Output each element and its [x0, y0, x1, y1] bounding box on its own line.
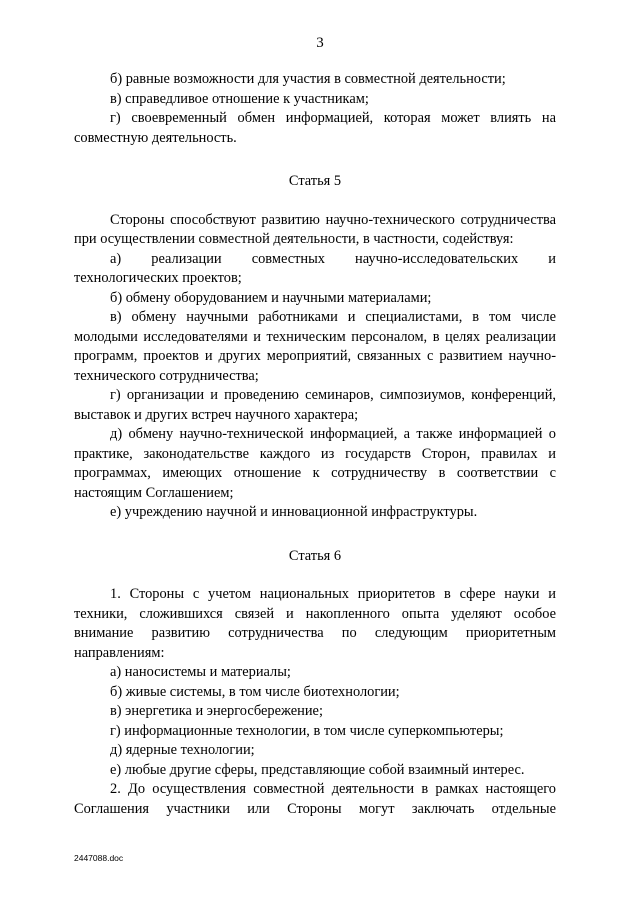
footer-doc-code: 2447088.doc [74, 853, 124, 863]
list-item: а) реализации совместных научно-исследовательских и технологических проектов; [74, 250, 556, 286]
article-6-heading: Статья 6 [288, 547, 342, 564]
list-item: д) ядерные технологии; [110, 742, 255, 758]
list-item: а) наносистемы и материалы; [110, 664, 291, 680]
list-item: г) организации и проведению семинаров, симпозиумов, конференций, выставок и других встреч научного характера; [74, 387, 556, 423]
article-5-heading: Статья 5 [288, 173, 342, 189]
page-number: 3 [316, 35, 324, 51]
list-item: г) своевременный обмен информацией, которая может влиять на совместную деятельность. [74, 110, 556, 146]
document-body [74, 70, 556, 819]
list-item: д) обмену научно-технической информацией, а также информацией о практике, законодательстве каждого из государств Сторон, правилах и программах, имеющих отношение к сотрудничеству в соответствии с настоящим Соглашением; [74, 426, 556, 501]
list-item: г) информационные технологии, в том числе суперкомпьютеры; [110, 722, 504, 739]
list-item: е) любые другие сферы, представляющие собой взаимный интерес. [110, 761, 525, 778]
list-item: б) живые системы, в том числе биотехнологии; [110, 683, 400, 700]
article-6-point-2: 2. До осуществления совместной деятельности в рамках настоящего Соглашения участники или Стороны могут заключать отдельные [74, 781, 556, 817]
article-5-intro: Стороны способствуют развитию научно-технического сотрудничества при осуществлении совместной деятельности, в частности, содействуя: [74, 211, 556, 247]
list-item: е) учреждению научной и инновационной инфраструктуры. [110, 504, 478, 520]
list-item: в) энергетика и энергосбережение; [110, 703, 323, 719]
list-item: б) обмену оборудованием и научными материалами; [110, 289, 432, 306]
list-item: б) равные возможности для участия в совместной деятельности; [110, 71, 506, 87]
article-6-intro: 1. Стороны с учетом национальных приоритетов в сфере науки и техники, сложившихся связей и накопленного опыта уделяют особое внимание развитию сотрудничества по следующим приоритетным направлениям: [74, 586, 556, 661]
list-item: в) обмену научными работниками и специалистами, в том числе молодыми исследователями и техническим персоналом, в целях реализации программ, проектов и других мероприятий, связанных с развитием научно-технического сотрудничества; [74, 309, 556, 384]
list-item: в) справедливое отношение к участникам; [110, 90, 369, 107]
